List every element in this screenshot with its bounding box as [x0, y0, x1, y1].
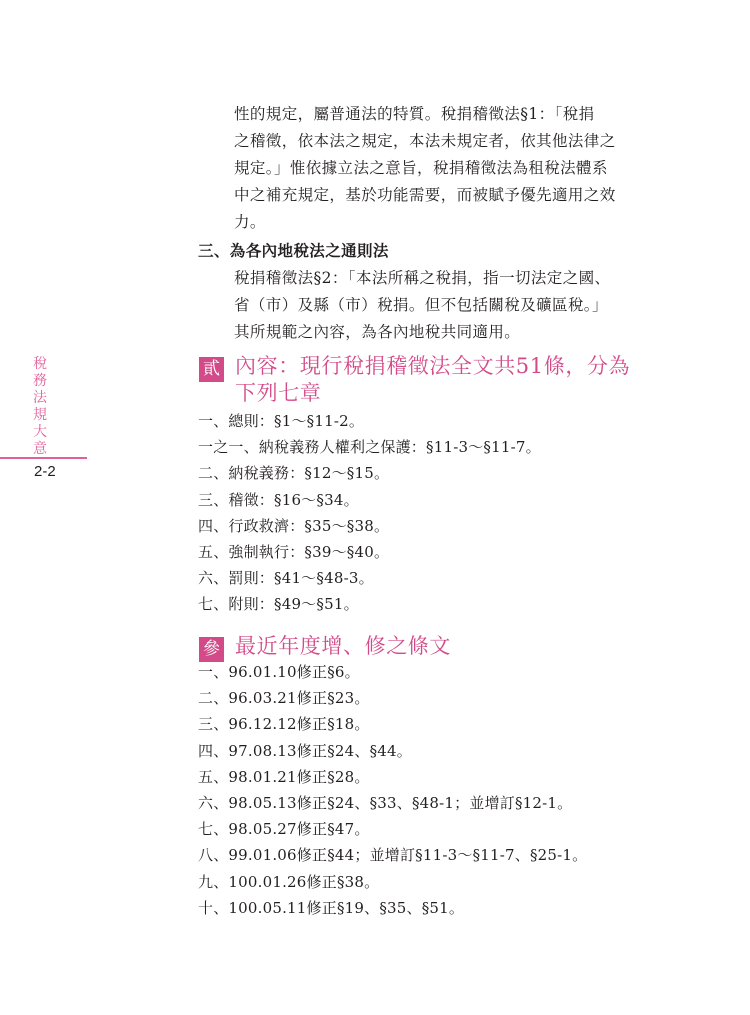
side-title-char: 意 [33, 441, 47, 457]
side-title-char: 規 [33, 407, 47, 423]
page-number: 2-2 [34, 463, 56, 480]
paragraph-general-rule [234, 265, 670, 346]
section-title-line: 下列七章 [235, 381, 322, 405]
list-item: 二、96.03.21修正§23。 [198, 689, 370, 708]
paragraph-line: 稅捐稽徵法§2：「本法所稱之稅捐，指一切法定之國、 [234, 269, 611, 287]
chapter-list [198, 408, 541, 618]
paragraph-line: 省（市）及縣（市）稅捐。但不包括關稅及礦區稅。」 [234, 296, 608, 314]
paragraph-line: 中之補充規定，基於功能需要，而被賦予優先適用之效 [234, 186, 616, 204]
list-item: 一、總則：§1～§11-2。 [198, 412, 365, 430]
section-title [235, 353, 630, 407]
list-item: 九、100.01.26修正§38。 [198, 872, 380, 891]
list-item: 八、99.01.06修正§44；並增訂§11-3～§11-7、§25-1。 [198, 846, 588, 865]
section-title: 最近年度增、修之條文 [235, 634, 451, 658]
list-item: 四、行政救濟：§35～§38。 [198, 516, 390, 535]
paragraph-line: 性的規定，屬普通法的特質。稅捐稽徵法§1：「稅捐 [234, 105, 595, 123]
paragraph-line: 之稽徵，依本法之規定，本法未規定者，依其他法律之 [234, 132, 616, 150]
list-item: 五、強制執行：§39～§40。 [198, 543, 390, 562]
side-chapter-title [30, 356, 50, 458]
section-badge: 貳 [199, 357, 224, 382]
paragraph-line: 其所規範之內容，為各內地稅共同適用。 [234, 323, 521, 341]
section-title-line: 內容：現行稅捐稽徵法全文共51條，分為 [235, 354, 631, 378]
paragraph-line: 規定。」惟依據立法之意旨，稅捐稽徵法為租稅法體系 [234, 159, 608, 177]
paragraph-continued [234, 101, 670, 236]
paragraph-line: 力。 [234, 213, 266, 231]
side-title-char: 稅 [33, 356, 47, 372]
list-item: 五、98.01.21修正§28。 [198, 767, 370, 786]
subheading: 三、為各內地稅法之通則法 [198, 241, 389, 260]
list-item: 七、附則：§49～§51。 [198, 595, 359, 614]
list-item: 一、96.01.10修正§6。 [198, 663, 360, 681]
side-title-char: 大 [33, 424, 47, 440]
list-item: 六、罰則：§41～§48-3。 [198, 569, 374, 588]
side-title-char: 務 [33, 373, 47, 389]
list-item: 四、97.08.13修正§24、§44。 [198, 741, 412, 760]
list-item: 一之一、納稅義務人權利之保護：§11-3～§11-7。 [198, 438, 541, 457]
list-item: 二、納稅義務：§12～§15。 [198, 464, 390, 483]
list-item: 三、稽徵：§16～§34。 [198, 490, 359, 509]
list-item: 七、98.05.27修正§47。 [198, 820, 370, 839]
side-title-char: 法 [33, 390, 47, 406]
list-item: 十、100.05.11修正§19、§35、§51。 [198, 898, 465, 917]
list-item: 六、98.05.13修正§24、§33、§48-1；並增訂§12-1。 [198, 794, 573, 813]
amendment-list [198, 659, 587, 921]
side-divider [0, 457, 87, 459]
list-item: 三、96.12.12修正§18。 [198, 715, 370, 734]
section-badge: 參 [199, 637, 224, 662]
